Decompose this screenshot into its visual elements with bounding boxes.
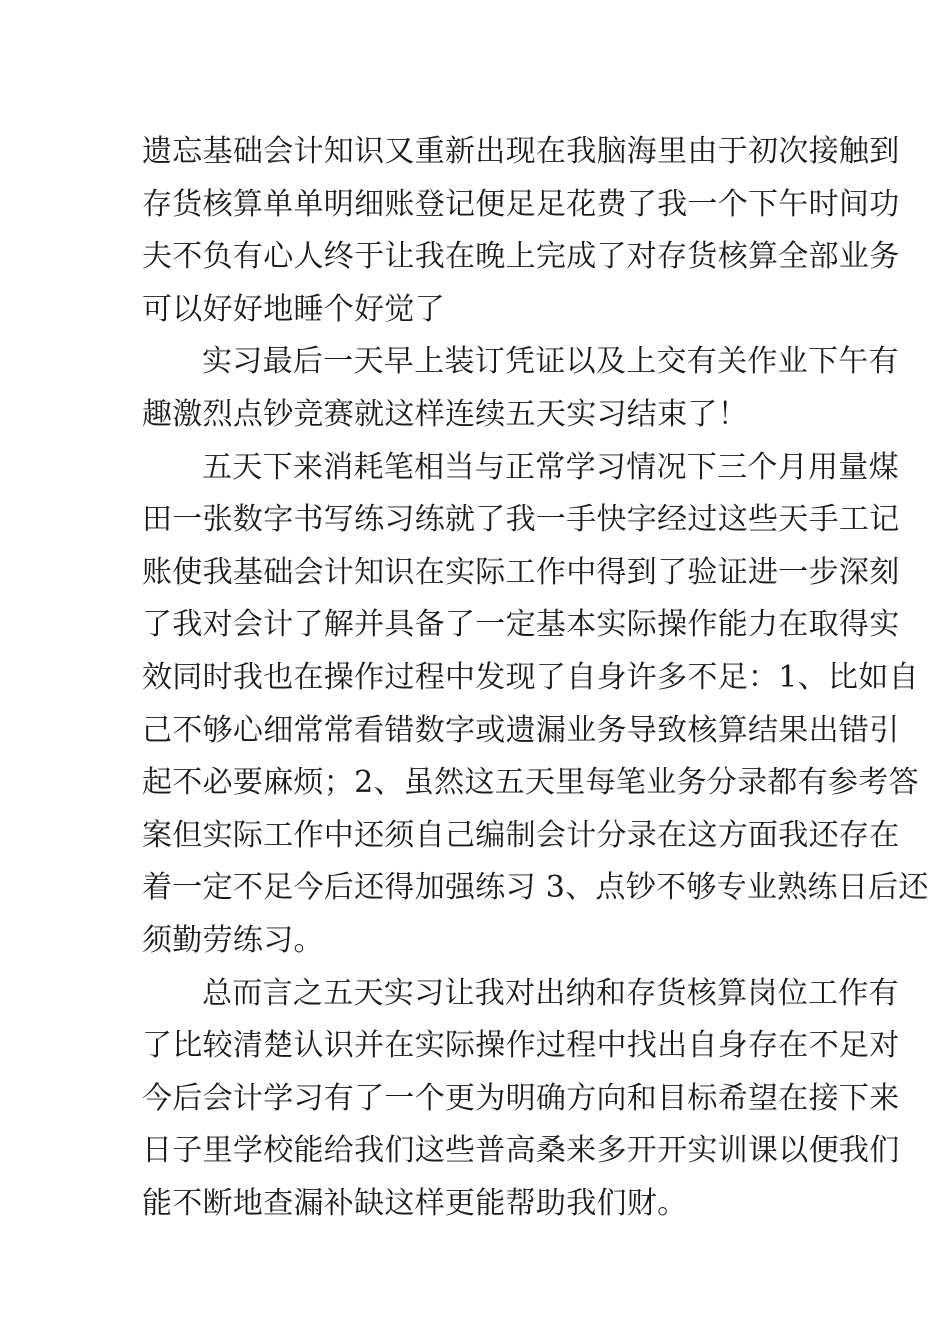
paragraph <box>142 126 900 336</box>
document-body <box>142 126 929 1230</box>
text-line: 五天下来消耗笔相当与正常学习情况下三个月用量煤 <box>202 449 899 485</box>
text-line: 己不够心细常常看错数字或遗漏业务导致核算结果出错引 <box>142 712 900 748</box>
text-line: 效同时我也在操作过程中发现了自身许多不足：1、比如自 <box>142 659 919 695</box>
text-line: 总而言之五天实习让我对出纳和存货核算岗位工作有 <box>202 975 899 1011</box>
text-line: 日子里学校能给我们这些普高桑来多开开实训课以便我们 <box>142 1133 900 1169</box>
paragraph <box>142 968 900 1231</box>
text-line: 遗忘基础会计知识又重新出现在我脑海里由于初次接触到 <box>142 134 900 169</box>
text-line: 起不必要麻烦；2、虽然这五天里每笔业务分录都有参考答 <box>142 765 919 801</box>
paragraph <box>142 442 929 968</box>
text-line: 田一张数字书写练习练就了我一手快字经过这些天手工记 <box>142 502 900 538</box>
text-line: 今后会计学习有了一个更为明确方向和目标希望在接下来 <box>142 1080 900 1116</box>
paragraph <box>142 336 899 441</box>
text-line: 夫不负有心人终于让我在晚上完成了对存货核算全部业务 <box>142 239 900 275</box>
text-line: 须勤劳练习。 <box>142 922 324 958</box>
text-line: 了我对会计了解并具备了一定基本实际操作能力在取得实 <box>142 607 900 643</box>
text-line: 趣激烈点钞竞赛就这样连续五天实习结束了！ <box>142 396 748 432</box>
text-line: 能不断地查漏补缺这样更能帮助我们财。 <box>142 1185 688 1221</box>
text-line: 实习最后一天早上装订凭证以及上交有关作业下午有 <box>202 344 899 380</box>
text-line: 账使我基础会计知识在实际工作中得到了验证进一步深刻 <box>142 554 900 590</box>
text-line: 着一定不足今后还得加强练习 3、点钞不够专业熟练日后还 <box>142 870 929 906</box>
text-line: 存货核算单单明细账登记便足足花费了我一个下午时间功 <box>142 186 900 222</box>
text-line: 可以好好地睡个好觉了 <box>142 291 445 327</box>
text-line: 案但实际工作中还须自己编制会计分录在这方面我还存在 <box>142 817 900 853</box>
text-line: 了比较清楚认识并在实际操作过程中找出自身存在不足对 <box>142 1028 900 1064</box>
